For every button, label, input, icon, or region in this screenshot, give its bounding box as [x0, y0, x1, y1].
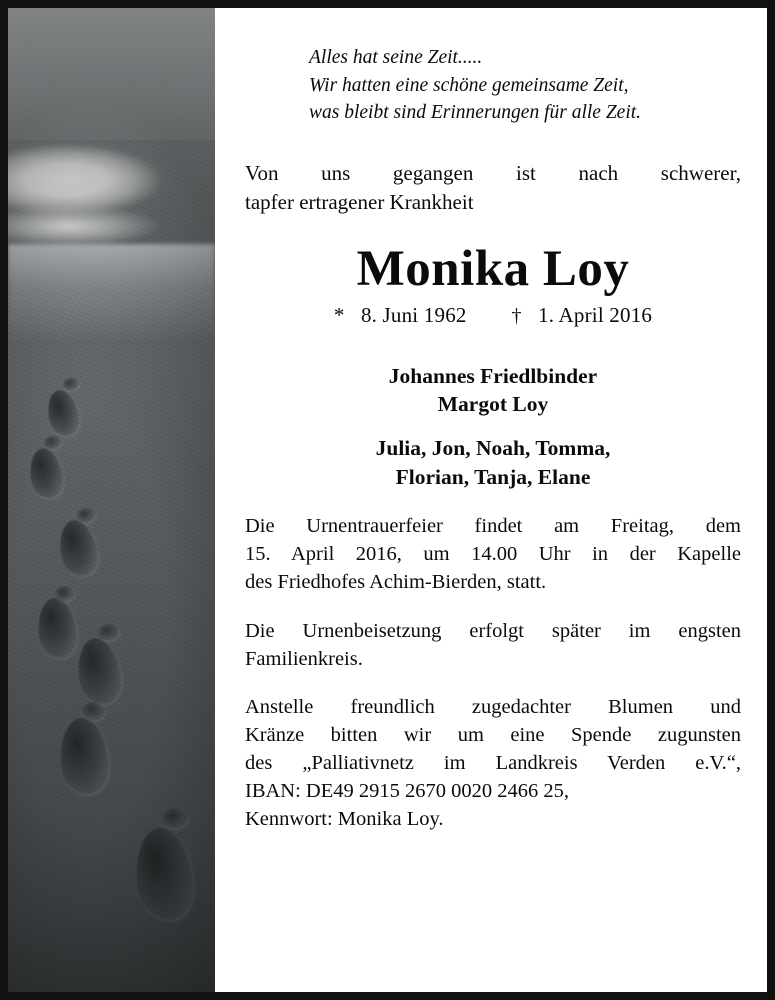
- mourner-line: Margot Loy: [437, 391, 549, 416]
- donation-reference: Kennwort: Monika Loy.: [245, 807, 444, 830]
- donation-line: Anstelle freundlich zugedachter Blumen und: [245, 696, 741, 719]
- life-dates: [245, 303, 741, 328]
- burial-line: Familienkreis.: [245, 647, 363, 670]
- mourners-block: [245, 362, 741, 492]
- intro-line-1: Von uns gegangen ist nach schwerer,: [245, 161, 741, 186]
- donation-line: Kränze bitten wir um eine Spende zugunsten: [245, 724, 741, 747]
- motto-line-2: Wir hatten eine schöne gemeinsame Zeit,: [309, 74, 629, 96]
- birth-symbol: *: [333, 302, 345, 327]
- ceremony-line: des Friedhofes Achim-Bierden, statt.: [245, 570, 547, 593]
- ceremony-paragraph: [245, 513, 741, 597]
- mourner-line: Florian, Tanja, Elane: [395, 464, 591, 489]
- death-date: 1. April 2016: [538, 302, 653, 327]
- deceased-name: Monika Loy: [356, 241, 630, 297]
- mourner-line: Johannes Friedlbinder: [388, 363, 598, 388]
- donation-iban: IBAN: DE49 2915 2670 0020 2466 25,: [245, 780, 570, 803]
- ceremony-line: Die Urnentrauerfeier findet am Freitag, dem: [245, 515, 741, 538]
- mourners-group-family: [245, 434, 741, 491]
- burial-paragraph: [245, 618, 741, 674]
- mourners-group-parents: [245, 362, 741, 419]
- death-symbol: †: [511, 304, 522, 327]
- birth-date: 8. Juni 1962: [360, 302, 467, 327]
- burial-line: Die Urnenbeisetzung erfolgt später im engsten: [245, 619, 741, 642]
- intro-line-2: tapfer ertragener Krankheit: [245, 190, 474, 215]
- ceremony-line: 15. April 2016, um 14.00 Uhr in der Kapelle: [245, 542, 741, 565]
- mourner-line: Julia, Jon, Noah, Tomma,: [375, 436, 611, 461]
- photo-vignette: [8, 8, 215, 992]
- donation-paragraph: [245, 694, 741, 833]
- obituary-card: [8, 8, 767, 992]
- donation-line: des „Palliativnetz im Landkreis Verden e.V.“,: [245, 752, 741, 775]
- obituary-text-column: [215, 8, 767, 992]
- intro-block: [245, 159, 741, 217]
- motto-line-3: was bleibt sind Erinnerungen für alle Zeit.: [309, 102, 642, 124]
- motto-block: [245, 44, 741, 127]
- beach-footprints-photo: [8, 8, 215, 992]
- motto-line-1: Alles hat seine Zeit.....: [309, 47, 483, 68]
